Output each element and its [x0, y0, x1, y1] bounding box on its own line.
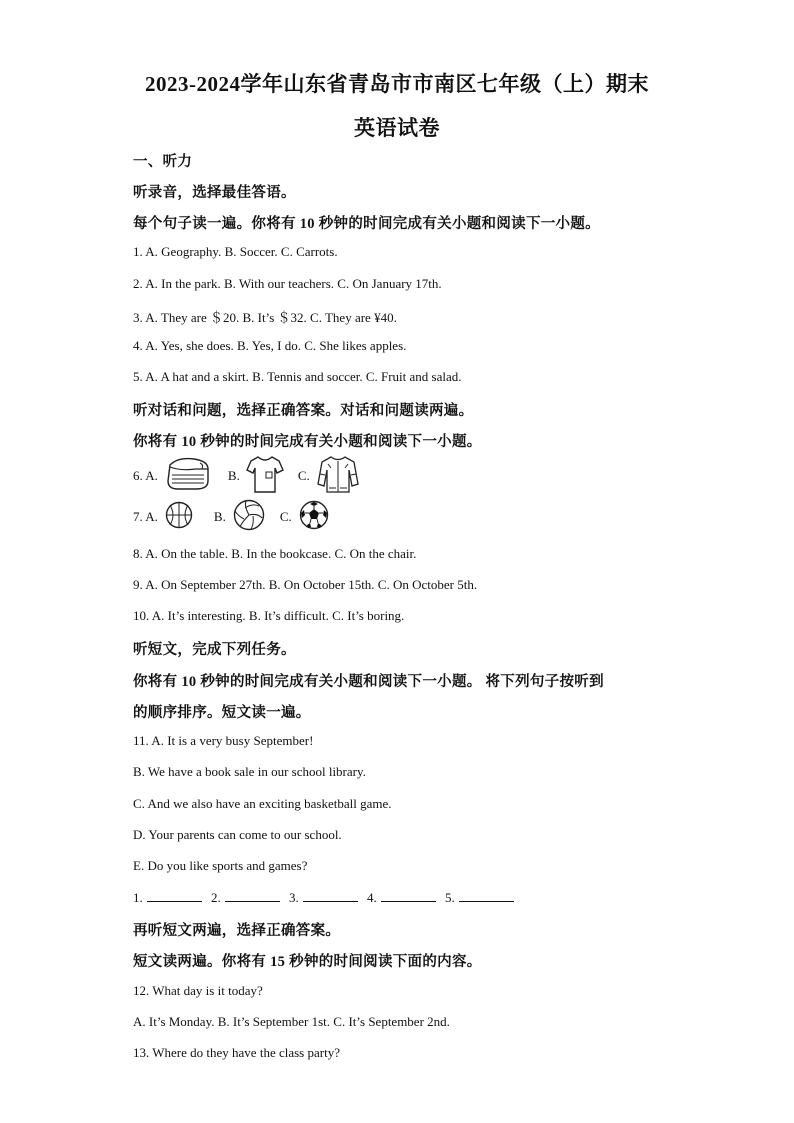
- answer-blanks: [133, 889, 520, 906]
- blank-label: 1.: [133, 890, 143, 905]
- option-label: 6. A.: [133, 468, 158, 483]
- question-10: 10. A. It’s interesting. B. It’s difficult. C. It’s boring.: [133, 608, 405, 623]
- instruction: 你将有 10 秒钟的时间完成有关小题和阅读下一小题。: [133, 434, 482, 450]
- page-subtitle: 英语试卷: [354, 116, 440, 140]
- question-7: [133, 500, 330, 534]
- answer-blank[interactable]: [459, 889, 514, 902]
- question-4: 4. A. Yes, she does. B. Yes, I do. C. She likes apples.: [133, 338, 407, 353]
- question-13: 13. Where do they have the class party?: [133, 1045, 340, 1060]
- instruction: 听录音，选择最佳答语。: [133, 185, 296, 201]
- section-heading: 一、听力: [133, 154, 193, 170]
- towel-icon: [164, 455, 212, 497]
- answer-blank[interactable]: [303, 889, 358, 902]
- jacket-icon: [316, 454, 360, 498]
- blank-label: 3.: [289, 890, 299, 905]
- option-label: C.: [297, 468, 310, 483]
- instruction: 你将有 10 秒钟的时间完成有关小题和阅读下一小题。 将下列句子按听到: [133, 674, 604, 690]
- question-11-e: E. Do you like sports and games?: [133, 858, 308, 873]
- option-label: B.: [213, 509, 226, 524]
- question-9: 9. A. On September 27th. B. On October 15th. C. On October 5th.: [133, 577, 478, 592]
- answer-blank[interactable]: [147, 889, 202, 902]
- question-11-c: C. And we also have an exciting basketball game.: [133, 796, 392, 811]
- option-label: C.: [279, 509, 292, 524]
- question-11-a: 11. A. It is a very busy September!: [133, 733, 314, 748]
- question-2: 2. A. In the park. B. With our teachers. C. On January 17th.: [133, 276, 442, 291]
- instruction: 听短文，完成下列任务。: [133, 642, 296, 658]
- blank-label: 4.: [367, 890, 377, 905]
- answer-blank[interactable]: [381, 889, 436, 902]
- question-1: 1. A. Geography. B. Soccer. C. Carrots.: [133, 244, 338, 259]
- instruction: 短文读两遍。你将有 15 秒钟的时间阅读下面的内容。: [133, 954, 482, 970]
- blank-label: 5.: [445, 890, 455, 905]
- question-3: 3. A. They are ＄20. B. It’s ＄32. C. They are ¥40.: [133, 310, 397, 325]
- question-5: 5. A. A hat and a skirt. B. Tennis and soccer. C. Fruit and salad.: [133, 369, 462, 384]
- question-11-b: B. We have a book sale in our school library.: [133, 764, 366, 779]
- tshirt-icon: [246, 454, 284, 498]
- instruction: 再听短文两遍，选择正确答案。: [133, 923, 341, 939]
- option-label: B.: [227, 468, 240, 483]
- question-6: [133, 456, 360, 496]
- blank-label: 2.: [211, 890, 221, 905]
- question-12: 12. What day is it today?: [133, 983, 263, 998]
- answer-blank[interactable]: [225, 889, 280, 902]
- soccer-ball-icon: [298, 499, 330, 535]
- question-8: 8. A. On the table. B. In the bookcase. C. On the chair.: [133, 546, 417, 561]
- instruction: 的顺序排序。短文读一遍。: [133, 705, 311, 721]
- volleyball-icon: [232, 498, 266, 536]
- question-11-d: D. Your parents can come to our school.: [133, 827, 342, 842]
- question-12-options: A. It’s Monday. B. It’s September 1st. C. It’s September 2nd.: [133, 1014, 450, 1029]
- option-label: 7. A.: [133, 509, 158, 524]
- basketball-icon: [164, 500, 194, 534]
- page-title: 2023-2024学年山东省青岛市市南区七年级（上）期末: [145, 72, 649, 96]
- instruction: 每个句子读一遍。你将有 10 秒钟的时间完成有关小题和阅读下一小题。: [133, 216, 600, 232]
- instruction: 听对话和问题，选择正确答案。对话和问题读两遍。: [133, 403, 474, 419]
